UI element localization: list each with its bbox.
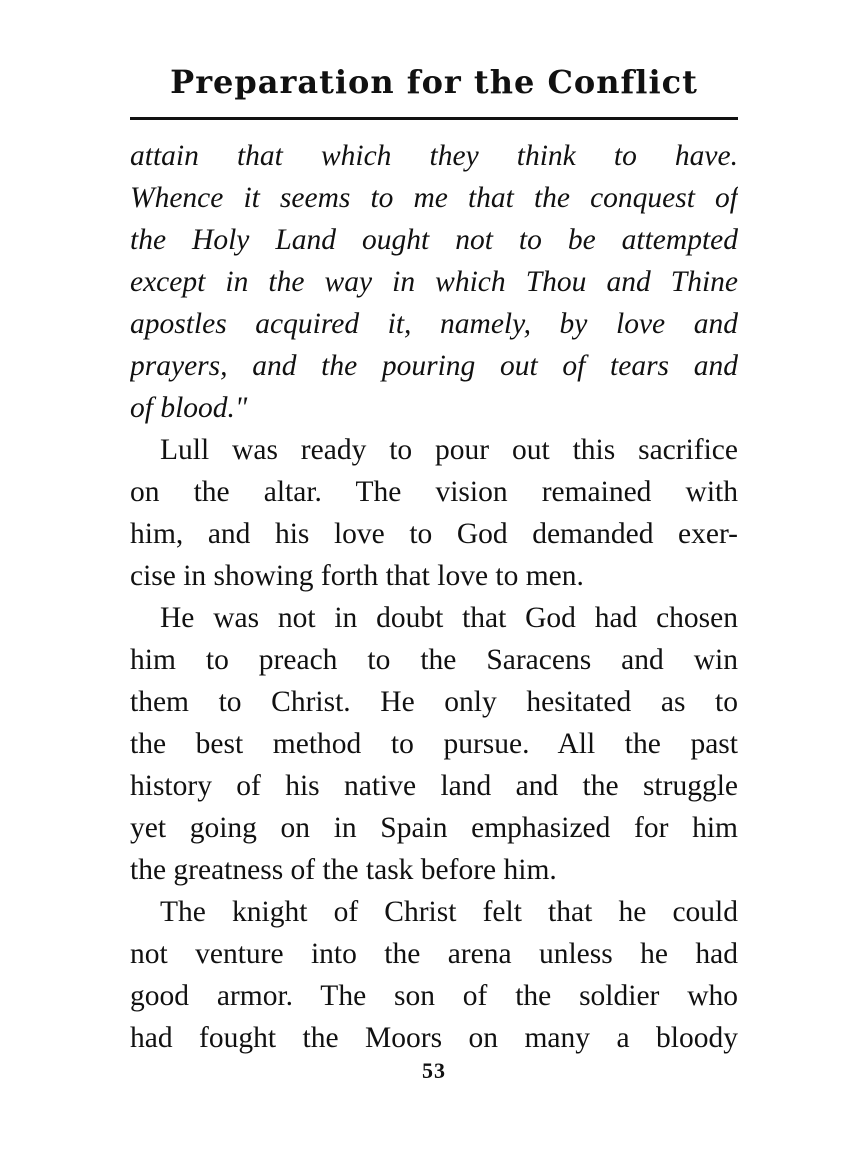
text-line: them to Christ. He only hesitated as to [130, 686, 738, 718]
paragraph [130, 429, 738, 597]
text-line: on the altar. The vision remained with [130, 476, 738, 508]
text-line: the best method to pursue. All the past [130, 728, 738, 760]
header-rule [130, 117, 738, 120]
page-number: 53 [422, 1058, 446, 1083]
text-line: prayers, and the pouring out of tears and [130, 350, 738, 382]
quotation-block [130, 135, 738, 429]
text-line: attain that which they think to have. [130, 140, 738, 172]
text-line: him, and his love to God demanded exer- [130, 518, 738, 550]
paragraph [130, 891, 738, 1059]
text-line: cise in showing forth that love to men. [130, 560, 584, 592]
running-head-title: Preparation for the Conflict [170, 63, 698, 101]
text-line: He was not in doubt that God had chosen [160, 602, 738, 634]
text-line: history of his native land and the struggle [130, 770, 738, 802]
text-line: except in the way in which Thou and Thine [130, 266, 738, 298]
text-line: The knight of Christ felt that he could [160, 896, 738, 928]
page-body [130, 135, 738, 1059]
text-line: the greatness of the task before him. [130, 854, 557, 886]
paragraph [130, 597, 738, 891]
text-line: Lull was ready to pour out this sacrifice [160, 434, 738, 466]
text-line: had fought the Moors on many a bloody [130, 1022, 738, 1054]
text-line: yet going on in Spain emphasized for him [130, 812, 738, 844]
text-line: Whence it seems to me that the conquest of [130, 182, 738, 214]
text-line: him to preach to the Saracens and win [130, 644, 738, 676]
text-line: not venture into the arena unless he had [130, 938, 738, 970]
text-line: of blood." [130, 392, 248, 424]
text-line: the Holy Land ought not to be attempted [130, 224, 738, 256]
text-line: good armor. The son of the soldier who [130, 980, 738, 1012]
text-line: apostles acquired it, namely, by love and [130, 308, 738, 340]
